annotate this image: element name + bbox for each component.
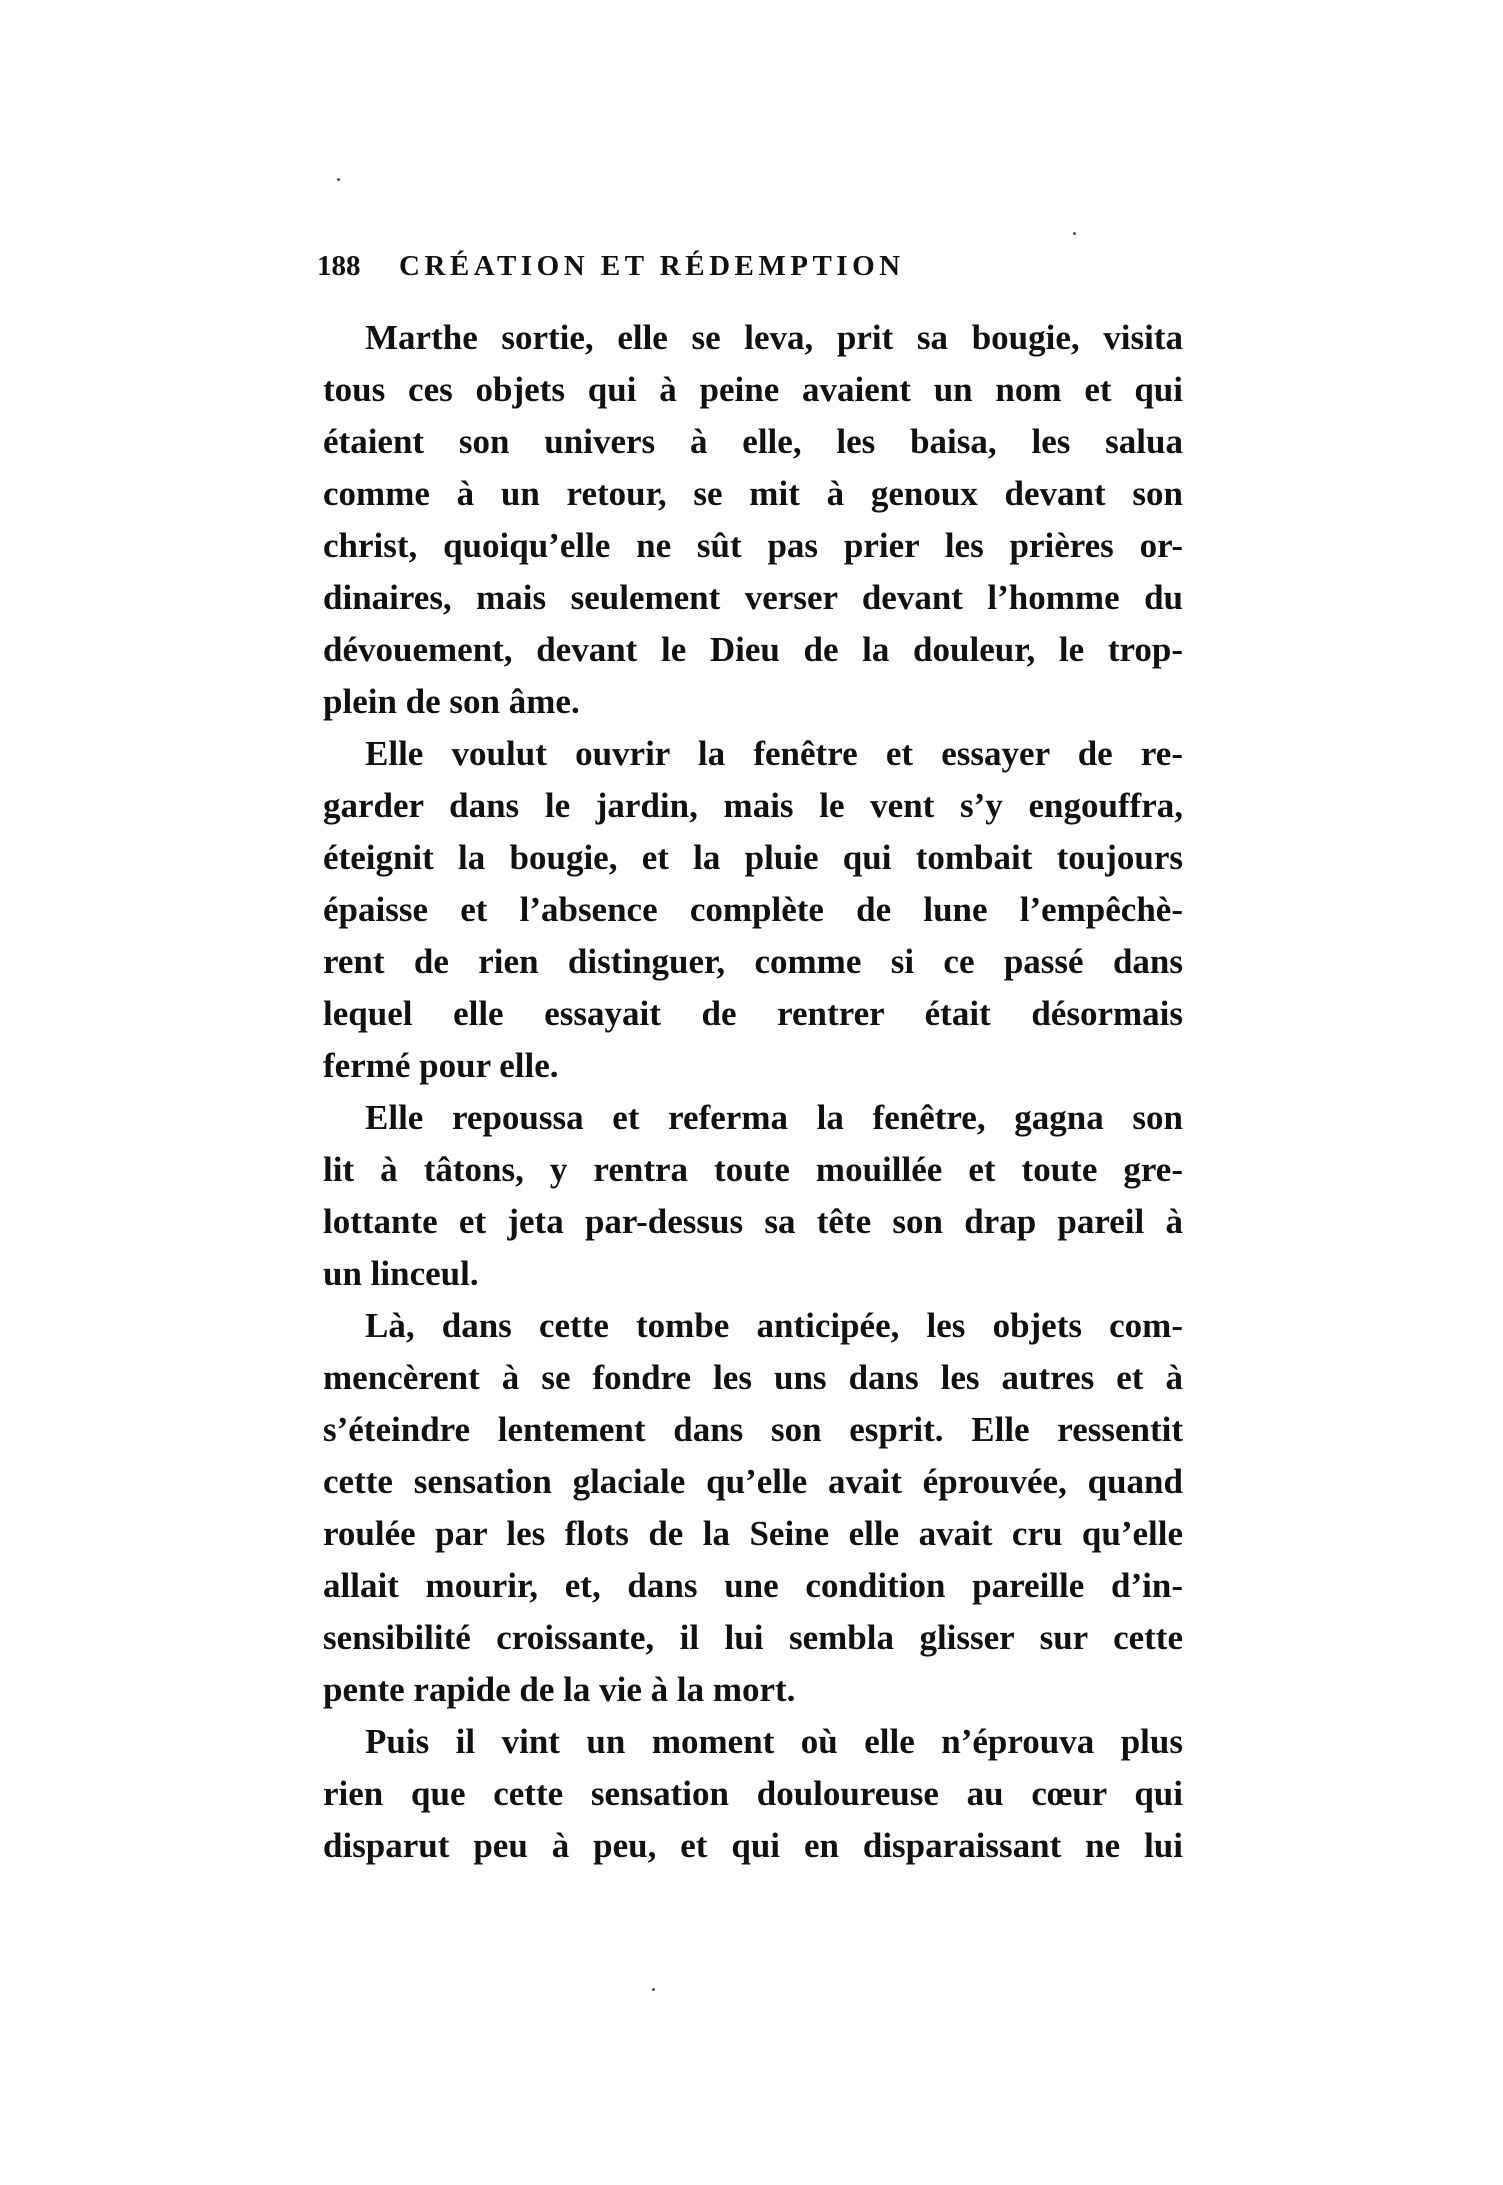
scan-speck xyxy=(337,178,340,181)
text-line: comme à un retour, se mit à genoux devant son xyxy=(323,474,1183,513)
text-line: Elle voulut ouvrir la fenêtre et essayer de re- xyxy=(365,734,1183,773)
text-line: Là, dans cette tombe anticipée, les objets com- xyxy=(365,1306,1183,1345)
text-line: sensibilité croissante, il lui sembla glisser sur cette xyxy=(323,1618,1183,1657)
text-line: dévouement, devant le Dieu de la douleur, le trop- xyxy=(323,630,1183,669)
text-line: allait mourir, et, dans une condition pareille d’in- xyxy=(323,1566,1183,1605)
text-line: christ, quoiqu’elle ne sût pas prier les prières or- xyxy=(323,526,1183,565)
text-line: lottante et jeta par-dessus sa tête son drap pareil à xyxy=(323,1202,1183,1241)
text-line: étaient son univers à elle, les baisa, les salua xyxy=(323,422,1183,461)
text-line: disparut peu à peu, et qui en disparaissant ne lui xyxy=(323,1826,1183,1865)
text-line: s’éteindre lentement dans son esprit. Elle ressentit xyxy=(323,1410,1183,1449)
scan-speck xyxy=(652,1988,655,1991)
text-line: lequel elle essayait de rentrer était désormais xyxy=(323,994,1183,1033)
text-line: garder dans le jardin, mais le vent s’y engouffra, xyxy=(323,786,1183,825)
text-line: un linceul. xyxy=(323,1254,479,1293)
text-line: mencèrent à se fondre les uns dans les autres et à xyxy=(323,1358,1183,1397)
scan-speck xyxy=(1073,232,1076,235)
text-line: roulée par les flots de la Seine elle avait cru qu’elle xyxy=(323,1514,1183,1553)
page-body-text xyxy=(323,312,1183,1872)
running-header xyxy=(317,250,1077,294)
text-line: dinaires, mais seulement verser devant l’homme du xyxy=(323,578,1183,617)
text-line: cette sensation glaciale qu’elle avait éprouvée, quand xyxy=(323,1462,1183,1501)
text-line: tous ces objets qui à peine avaient un nom et qui xyxy=(323,370,1183,409)
text-line: pente rapide de la vie à la mort. xyxy=(323,1670,796,1709)
text-line: plein de son âme. xyxy=(323,682,580,721)
text-line: Elle repoussa et referma la fenêtre, gagna son xyxy=(365,1098,1183,1137)
text-line: lit à tâtons, y rentra toute mouillée et toute gre- xyxy=(323,1150,1183,1189)
page-number: 188 xyxy=(317,250,361,282)
text-line: rent de rien distinguer, comme si ce passé dans xyxy=(323,942,1183,981)
text-line: rien que cette sensation douloureuse au cœur qui xyxy=(323,1774,1183,1813)
running-title: CRÉATION ET RÉDEMPTION xyxy=(399,250,905,282)
text-line: Puis il vint un moment où elle n’éprouva plus xyxy=(365,1722,1183,1761)
text-line: éteignit la bougie, et la pluie qui tombait toujours xyxy=(323,838,1183,877)
text-line: épaisse et l’absence complète de lune l’empêchè- xyxy=(323,890,1183,929)
text-line: fermé pour elle. xyxy=(323,1046,559,1085)
text-line: Marthe sortie, elle se leva, prit sa bougie, visita xyxy=(365,318,1183,357)
